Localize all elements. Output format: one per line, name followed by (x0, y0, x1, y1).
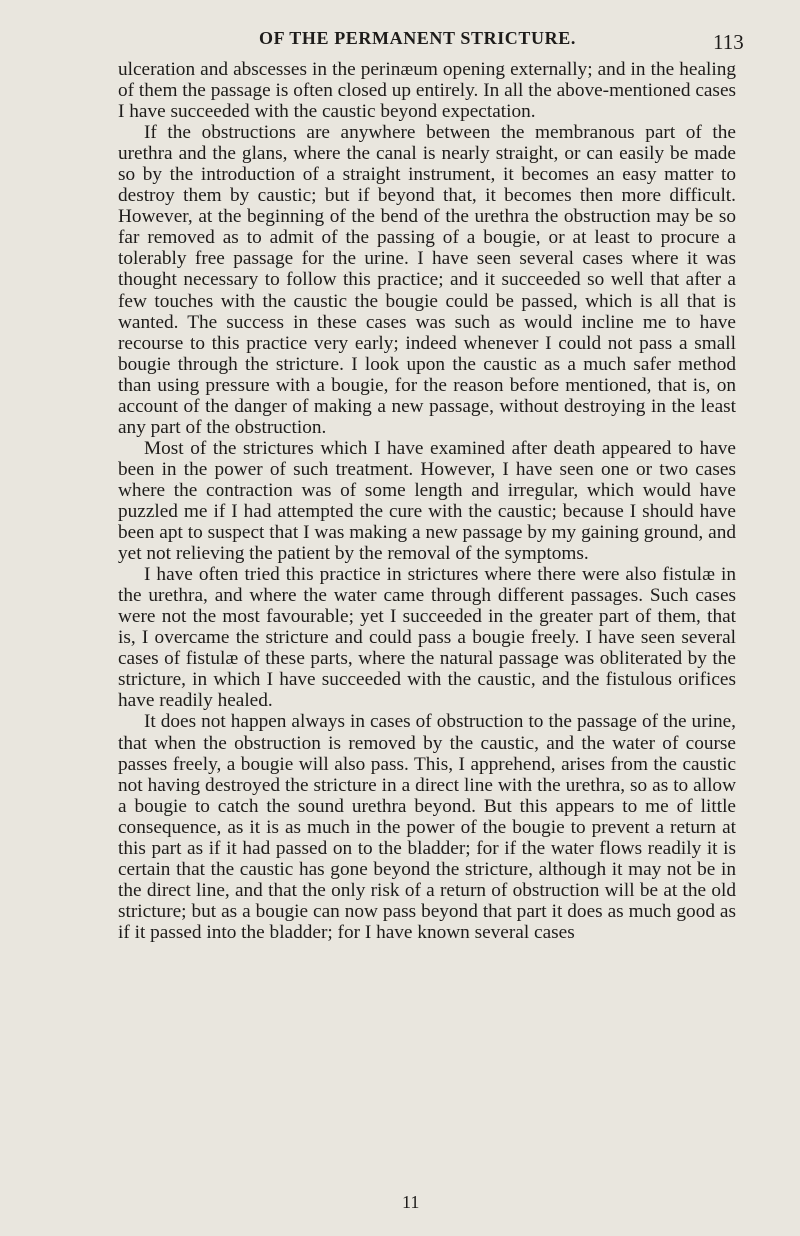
paragraph: If the obstructions are anywhere between the membranous part of the urethra and the glans, where the canal is nearly straight, or can easily be made so by the introduction of a straight instrument, it becomes an easy matter to destroy them by caustic; but if beyond that, it becomes then more difficult. However, at the beginning of the bend of the urethra the obstruction may be so far removed as to admit of the passing of a bougie, or at least to procure a tolerably free passage for the urine. I have seen several cases where it was thought necessary to follow this practice; and it succeeded so well that after a few touches with the caustic the bougie could be passed, which is all that is wanted. The success in these cases was such as would incline me to have recourse to this practice very early; indeed whenever I could not pass a small bougie through the stricture. I look upon the caustic as a much safer method than using pressure with a bougie, for the reason before mentioned, that is, on account of the danger of making a new passage, without destroying in the least any part of the obstruction. (118, 122, 736, 438)
paragraph: It does not happen always in cases of obstruction to the passage of the urine, that when the obstruction is removed by the caustic, and the water of course passes freely, a bougie will also pass. This, I apprehend, arises from the caustic not having destroyed the stricture in a direct line with the urethra, so as to allow a bougie to catch the sound urethra beyond. But this appears to me of little consequence, as it is as much in the power of the bougie to prevent a return at this part as if it had passed on to the bladder; for if the water flows readily it is certain that the caustic has gone beyond the stricture, although it may not be in the direct line, and that the only risk of a return of obstruction will be at the old stricture; but as a bougie can now pass beyond that part it does as much good as if it passed into the bladder; for I have known several cases (118, 711, 736, 943)
running-head: OF THE PERMANENT STRICTURE. (259, 28, 576, 48)
signature-mark: 11 (402, 1192, 420, 1212)
page-number: 113 (713, 30, 744, 54)
paragraph: ulceration and abscesses in the perinæum opening externally; and in the healing of them the passage is often closed up entirely. In all the above-mentioned cases I have succeeded with the caustic beyond expectation. (118, 59, 736, 123)
body-text (118, 59, 736, 943)
paragraph: Most of the strictures which I have examined after death appeared to have been in the power of such treatment. However, I have seen one or two cases where the contraction was of some length and irregular, which would have puzzled me if I had attempted the cure with the caustic; because I should have been apt to suspect that I was making a new passage by my gaining ground, and yet not relieving the patient by the removal of the symptoms. (118, 437, 736, 565)
paragraph: I have often tried this practice in strictures where there were also fistulæ in the urethra, and where the water came through different passages. Such cases were not the most favourable; yet I succeeded in the greater part of them, that is, I overcame the stricture and could pass a bougie freely. I have seen several cases of fistulæ of these parts, where the natural passage was obliterated by the stricture, in which I have succeeded with the caustic, and the fistulous orifices have readily healed. (118, 564, 736, 712)
page-header (0, 26, 800, 56)
